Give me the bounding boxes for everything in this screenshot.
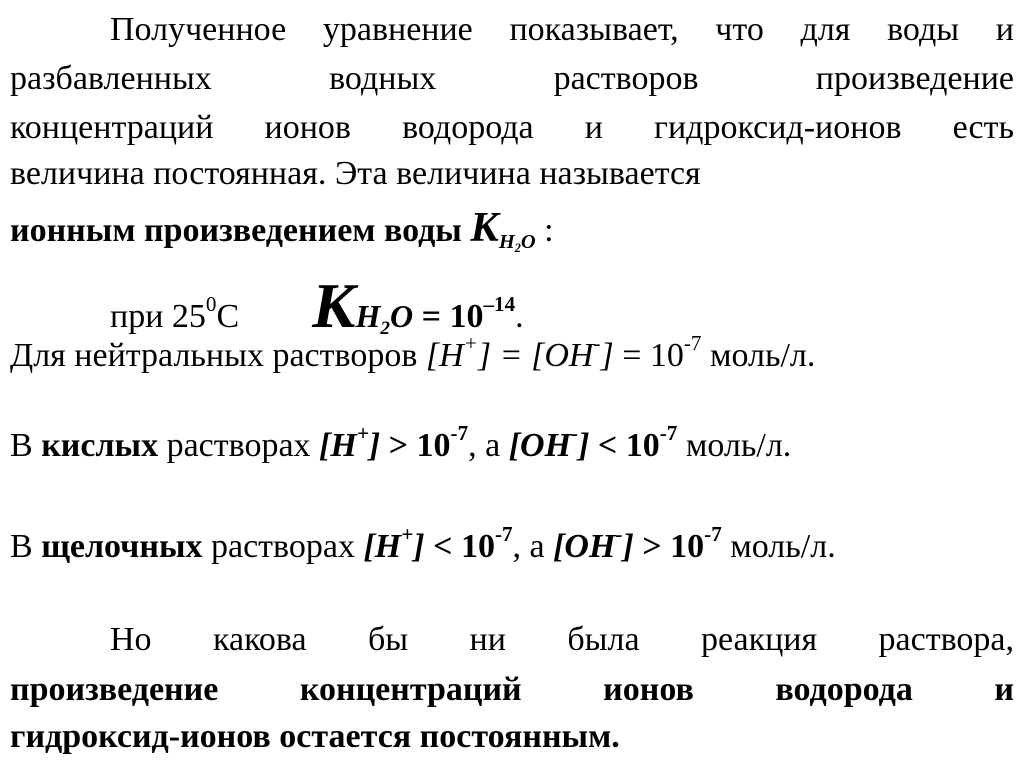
para2-line3: гидроксид-ионов остается постоянным. <box>10 718 620 755</box>
acid-oh: [OH-] <box>508 421 590 464</box>
neutral-text: Для нейтральных растворов <box>10 337 426 374</box>
colon: : <box>535 212 554 249</box>
k-symbol-large: К <box>312 270 356 341</box>
base-word: щелочных <box>41 528 203 565</box>
k-subscript-small: H2O <box>498 231 536 256</box>
base-oh: [OH-] <box>553 522 634 565</box>
celsius: С <box>216 298 240 335</box>
para1-line2: разбавленных водных растворов произведение <box>10 60 1014 97</box>
base-line: В щелочных растворах $[H^+] < 10^{-7}$, а $[OH^-] > 10^{-7}$ моль/л. <box>10 522 836 565</box>
neutral-line: Для нейтральных растворов $[H^+] = [OH^-] = 10^{-7}$ моль/л. <box>10 331 816 374</box>
formula-dot: . <box>515 298 524 335</box>
k-subscript-large: $H_2O$ <box>355 298 414 339</box>
formula-exponent: –14 <box>483 292 516 317</box>
para1-line3: концентраций ионов водорода и гидроксид-ионов есть <box>10 109 1014 146</box>
base-h: [H+] <box>363 522 425 565</box>
neutral-concentrations: [H+] = [OH-] <box>425 331 614 374</box>
ionic-product-term: ионным произведением воды <box>10 212 462 249</box>
para2-line1: Но какова бы ни была реакция раствора, <box>110 621 1014 658</box>
k-symbol-small: К <box>470 205 499 251</box>
formula-prefix: при 25 <box>110 298 206 335</box>
acid-word: кислых <box>41 427 159 464</box>
degree-sup: 0 <box>205 292 217 317</box>
para2-line2: произведение концентраций ионов водорода и <box>10 671 1014 708</box>
ionic-product-line <box>10 205 554 256</box>
acid-h: [H+] <box>319 421 381 464</box>
para1-line1: Полученное уравнение показывает, что для воды и <box>110 11 1014 48</box>
formula-equals: = 10 <box>413 298 484 335</box>
para1-line4: величина постоянная. Эта величина называется <box>10 155 701 192</box>
acid-line: В кислых растворах $[H^+] > 10^{-7}$, а $[OH^-] < 10^{-7}$ моль/л. <box>10 421 792 464</box>
